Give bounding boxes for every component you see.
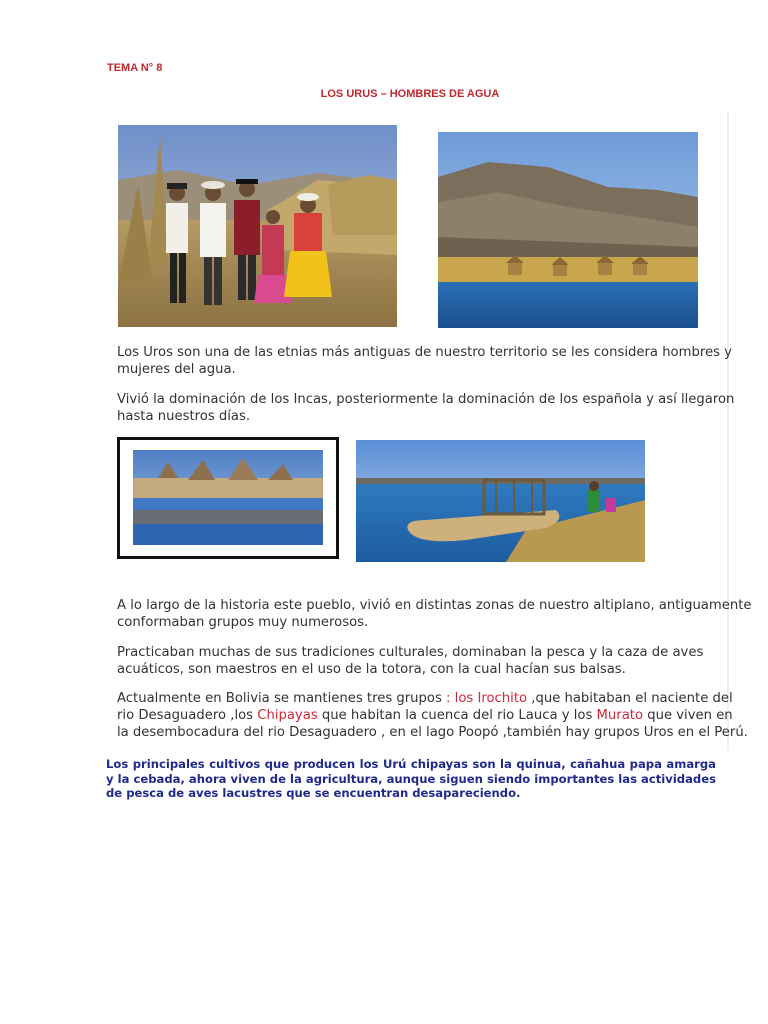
paragraph-5-line-1 — [117, 690, 733, 707]
tema-label: TEMA N° 8 — [107, 62, 163, 74]
paragraph-3-line-1: A lo largo de la historia este pueblo, vivió en distintas zonas de nuestro altiplano, antiguamente — [117, 598, 752, 613]
photo-uros-family — [118, 125, 397, 327]
paragraph-2-line-1: Vivió la dominación de los Incas, posteriormente la dominación de los española y así llegaron — [117, 392, 735, 407]
photo-frame — [117, 437, 339, 559]
page-title: LOS URUS – HOMBRES DE AGUA — [320, 88, 500, 100]
paragraph-5-text-e: que viven en — [643, 708, 733, 723]
group-name-chipayas: Chipayas — [257, 708, 318, 723]
paragraph-1-line-2: mujeres del agua. — [117, 362, 236, 377]
paragraph-5-line-3: la desembocadura del rio Desaguadero , en el lago Poopó ,también hay grupos Uros en el Perú. — [117, 725, 748, 740]
paragraph-5-line-2 — [117, 707, 733, 724]
paragraph-4-line-1: Practicaban muchas de sus tradiciones culturales, dominaban la pesca y la caza de aves — [117, 645, 704, 660]
paragraph-2-line-2: hasta nuestros días. — [117, 409, 251, 424]
photo-reed-boats-reflection — [133, 450, 323, 545]
paragraph-5-text-a: Actualmente en Bolivia se mantienes tres grupos — [117, 691, 447, 706]
paragraph-1-line-1: Los Uros son una de las etnias más antiguas de nuestro territorio se les considera hombres y — [117, 345, 732, 360]
page-edge-line — [727, 110, 729, 750]
group-name-murato: Murato — [596, 708, 644, 723]
paragraph-5-text-d: que habitan la cuenca del rio Lauca y los — [317, 708, 597, 723]
group-name-irochito: los Irochito — [450, 691, 528, 706]
paragraph-3-line-2: conformaban grupos muy numerosos. — [117, 615, 369, 630]
photo-reed-islands — [438, 132, 698, 328]
paragraph-5-colon: : — [446, 691, 451, 706]
paragraph-5-text-b: ,que habitaban el naciente del — [527, 691, 733, 706]
closing-paragraph: Los principales cultivos que producen los Urú chipayas son la quinua, cañahua papa amarga y la cebada, ahora viven de la agricultura, aunque siguen siendo importantes las actividades de pesca de aves lacustres que se encuentran desapareciendo. — [106, 757, 716, 801]
photo-reed-boat — [356, 440, 645, 562]
paragraph-5-text-c: rio Desaguadero ,los — [117, 708, 258, 723]
paragraph-4-line-2: acuáticos, son maestros en el uso de la totora, con la cual hacían sus balsas. — [117, 662, 626, 677]
